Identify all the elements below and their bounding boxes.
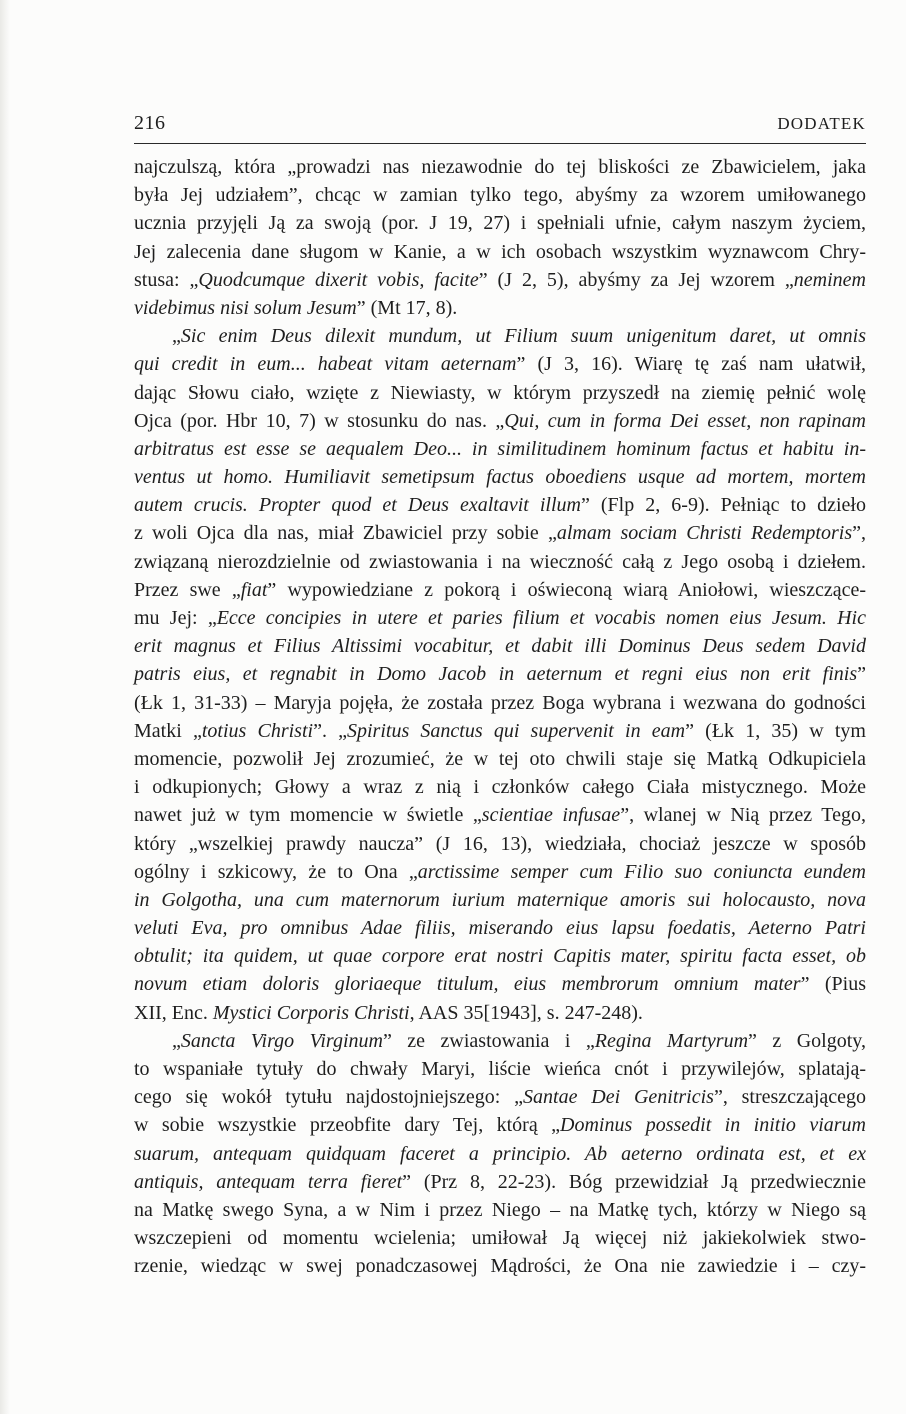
text-segment: na Matkę swego Syna, a w Nim i przez Niego – na Matkę tych, którzy w Niego są [134, 1198, 866, 1221]
italic-segment: almam sociam Christi Redemptoris [556, 522, 853, 545]
section-title: DODATEK [777, 114, 866, 133]
italic-segment: erit magnus et Filius Altissimi vocabitur, et dabit illi Dominus Deus sedem David [134, 635, 866, 658]
text-segment: ” (Flp 2, 6-9). Pełniąc to dzieło [580, 494, 866, 517]
text-line [134, 914, 866, 942]
text-segment: ” (J 2, 5), abyśmy za Jej wzorem „ [478, 268, 794, 291]
text-line [134, 379, 866, 407]
italic-segment: Spiritus Sanctus qui supervenit in eam [347, 719, 686, 742]
text-line [134, 689, 866, 717]
text-line [134, 294, 866, 322]
text-line [134, 463, 866, 491]
italic-segment: qui credit in eum... habeat vitam aeternam [134, 353, 517, 376]
text-line [134, 548, 866, 576]
text-segment: Ojca (por. Hbr 10, 7) w stosunku do nas. „ [134, 409, 505, 432]
text-segment: rzenie, wiedząc w swej ponadczasowej Mądrości, że Ona nie zawiedzie i – czy- [134, 1255, 866, 1278]
text-line [134, 1168, 866, 1196]
binding-edge-shadow [0, 0, 10, 1414]
italic-segment: patris eius, et regnabit in Domo Jacob in aeternum et regni eius non erit finis [134, 663, 858, 686]
text-line [134, 1140, 866, 1168]
text-line [134, 266, 866, 294]
italic-segment: fiat [240, 578, 268, 601]
text-line [134, 970, 866, 998]
text-segment: , AAS 35[1943], s. 247-248). [409, 1001, 643, 1024]
italic-segment: ventus ut homo. Humiliavit semetipsum factus oboediens usque ad mortem, mortem [134, 466, 866, 489]
italic-segment: autem crucis. Propter quod et Deus exaltavit illum [134, 494, 581, 517]
italic-segment: videbimus nisi solum Jesum [134, 296, 357, 319]
text-line [134, 886, 866, 914]
text-line [134, 1083, 866, 1111]
italic-segment: neminem [793, 268, 866, 291]
text-line [134, 322, 866, 350]
italic-segment: Quodcumque dixerit vobis, facite [198, 268, 479, 291]
text-segment: w sobie wszystkie przeobfite dary Tej, którą „ [134, 1114, 561, 1137]
text-segment: związaną nierozdzielnie od zwiastowania i na wieczność całą z Jego osobą i dziełem. [134, 550, 866, 573]
italic-segment: Ecce concipies in utere et paries filium et vocabis nomen eius Jesum. Hic [216, 607, 866, 629]
text-segment: ” [857, 663, 866, 686]
text-line [134, 942, 866, 970]
text-segment: była Jej udziałem”, chcąc w zamian tylko tego, abyśmy za wzorem umiłowanego [134, 184, 866, 207]
text-segment: i odkupionych; Głowy a wraz z nią i członków całego Ciała mistycznego. Może [134, 776, 866, 799]
text-line [134, 350, 866, 378]
text-line [134, 1027, 866, 1055]
text-segment: ”, streszczającego [713, 1086, 866, 1109]
text-line [134, 238, 866, 266]
text-segment: ” z Golgoty, [748, 1029, 867, 1052]
italic-segment: veluti Eva, pro omnibus Adae filiis, miserando eius lapsu foedatis, Aeterno Patri [134, 917, 866, 940]
italic-segment: arctissime semper cum Filio suo coniuncta eundem [417, 860, 866, 883]
italic-segment: in Golgotha, una cum maternorum iurium maternique amoris sui holocausto, nova [134, 888, 866, 911]
text-line [134, 1252, 866, 1280]
text-segment: Przez swe „ [134, 578, 241, 601]
text-line [134, 1224, 866, 1252]
running-head [134, 112, 866, 142]
text-line [134, 576, 866, 604]
italic-segment: Santae Dei Genitricis [523, 1086, 714, 1109]
italic-segment: scientiae infusae [481, 804, 621, 827]
text-line [134, 1055, 866, 1083]
text-segment: ”, wlanej w Nią przez Tego, [620, 804, 867, 827]
italic-segment: novum etiam doloris gloriaeque titulum, eius membrorum omnium mater [134, 973, 801, 996]
italic-segment: Sic enim Deus dilexit mundum, ut Filium suum unigenitum daret, ut omnis [180, 325, 866, 348]
text-line [134, 660, 866, 688]
text-line [134, 801, 866, 829]
text-segment: momencie, pozwolił Jej zrozumieć, że w tej oto chwili staje się Matką Odkupiciela [134, 747, 866, 770]
text-line [134, 181, 866, 209]
text-segment: to wspaniałe tytuły do chwały Maryi, liście wieńca cnót i przywilejów, splatają- [134, 1058, 866, 1080]
italic-segment: Mystici Corporis Christi [212, 1001, 410, 1024]
text-line [134, 491, 866, 519]
text-segment: „ [172, 325, 181, 348]
text-segment: nawet już w tym momencie w świetle „ [134, 804, 482, 827]
text-segment: ucznia przyjęli Ją za swoją (por. J 19, 27) i spełniali ufnie, całym naszym życiem, [134, 212, 866, 235]
italic-segment: obtulit; ita quidem, ut quae corpore erat nostri Capitis mater, spiritu facta esset, ob [134, 945, 866, 968]
text-line [134, 717, 866, 745]
text-line [134, 1196, 866, 1224]
text-segment: ” (J 3, 16). Wiarę tę zaś nam ułatwił, [516, 353, 866, 376]
italic-segment: antiquis, antequam terra fieret [134, 1170, 403, 1193]
text-line [134, 830, 866, 858]
text-line [134, 519, 866, 547]
text-line [134, 858, 866, 886]
text-line [134, 407, 866, 435]
text-segment: „ [172, 1029, 181, 1052]
text-line [134, 632, 866, 660]
text-segment: Matki „ [134, 719, 202, 742]
text-line [134, 999, 866, 1027]
body-text [134, 153, 866, 1281]
text-segment: najczulszą, która „prowadzi nas niezawodnie do tej bliskości ze Zbawicielem, jaka [134, 156, 866, 178]
text-segment: ” (Mt 17, 8). [356, 296, 458, 319]
text-segment: wszczepieni od momentu wcielenia; umiłował Ją więcej niż jakiekolwiek stwo- [134, 1227, 866, 1250]
text-line [134, 1111, 866, 1139]
text-line [134, 745, 866, 773]
text-segment: cego się wokół tytułu najdostojniejszego: „ [134, 1086, 524, 1109]
text-line [134, 773, 866, 801]
text-segment: ” (Łk 1, 35) w tym [685, 719, 866, 742]
text-segment: ”. „ [313, 719, 347, 742]
text-segment: XII, Enc. [134, 1001, 213, 1024]
text-segment: ” (Pius [800, 973, 867, 996]
text-segment: ” (Prz 8, 22-23). Bóg przewidział Ją przedwiecznie [402, 1170, 866, 1193]
text-segment: ”, [852, 522, 867, 545]
text-segment: ogólny i szkicowy, że to Ona „ [134, 860, 418, 883]
header-rule [134, 143, 866, 144]
text-segment: Jej zalecenia dane sługom w Kanie, a w ich osobach wszystkim wyznawcom Chry- [134, 240, 866, 263]
page-number: 216 [134, 112, 166, 134]
text-segment: dając Słowu ciało, wzięte z Niewiasty, w którym przyszedł na ziemię pełnić wolę [134, 381, 866, 404]
text-segment: z woli Ojca dla nas, miał Zbawiciel przy sobie „ [134, 522, 557, 545]
text-line [134, 209, 866, 237]
text-line [134, 435, 866, 463]
italic-segment: Dominus possedit in initio viarum [560, 1114, 866, 1137]
text-line [134, 604, 866, 632]
italic-segment: Sancta Virgo Virginum [180, 1029, 383, 1052]
text-segment: ” ze zwiastowania i „ [382, 1029, 595, 1052]
italic-segment: arbitratus est esse se aequalem Deo... in similitudinem hominum factus et habitu in- [134, 437, 866, 460]
text-segment: mu Jej: „ [134, 607, 217, 629]
text-segment: stusa: „ [134, 268, 199, 291]
italic-segment: totius Christi [201, 719, 314, 742]
italic-segment: Regina Martyrum [594, 1029, 749, 1052]
text-line [134, 153, 866, 181]
text-segment: (Łk 1, 31-33) – Maryja pojęła, że została przez Boga wybrana i wezwana do godności [134, 691, 866, 714]
text-segment: który „wszelkiej prawdy naucza” (J 16, 13), wiedziała, chociaż jeszcze w sposób [134, 832, 866, 855]
text-segment: ” wypowiedziane z pokorą i oświeconą wiarą Aniołowi, wieszczące- [267, 578, 867, 601]
italic-segment: Qui, cum in forma Dei esset, non rapinam [504, 409, 866, 432]
italic-segment: suarum, antequam quidquam faceret a principio. Ab aeterno ordinata est, et ex [134, 1142, 866, 1165]
